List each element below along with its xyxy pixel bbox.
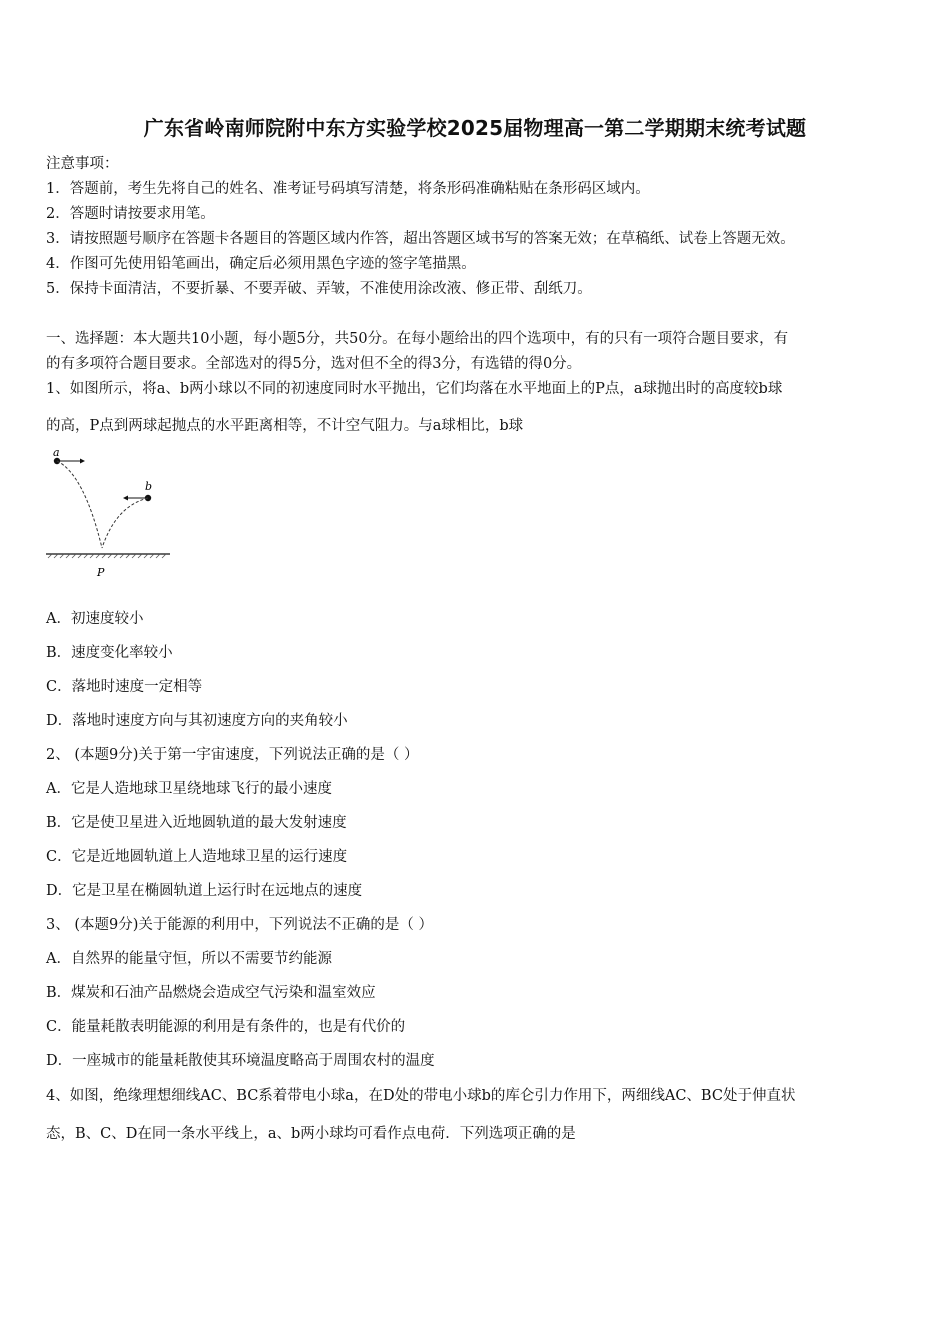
notice-heading: 注意事项：	[46, 156, 119, 172]
q1-option-b: B．速度变化率较小	[46, 645, 173, 661]
q2-option-d: D．它是卫星在椭圆轨道上运行时在远地点的速度	[46, 883, 363, 899]
q3-option-c: C．能量耗散表明能源的利用是有条件的，也是有代价的	[46, 1019, 406, 1035]
q1-stem-line2: 的高，P点到两球起抛点的水平距离相等，不计空气阻力。与a球相比，b球	[46, 418, 524, 434]
q2-option-b: B．它是使卫星进入近地圆轨道的最大发射速度	[46, 815, 347, 831]
q3-option-b: B．煤炭和石油产品燃烧会造成空气污染和温室效应	[46, 985, 376, 1001]
q1-option-c: C．落地时速度一定相等	[46, 679, 203, 695]
label-a: a	[53, 446, 60, 459]
projectile-diagram	[44, 444, 176, 584]
notice-item: 2．答题时请按要求用笔。	[46, 206, 215, 222]
q3-option-a: A．自然界的能量守恒，所以不需要节约能源	[46, 951, 332, 967]
trajectory-a	[57, 461, 102, 548]
q3-option-d: D．一座城市的能量耗散使其环境温度略高于周围农村的温度	[46, 1053, 435, 1069]
q3-stem: 3、 (本题9分)关于能源的利用中，下列说法不正确的是（ ）	[46, 917, 433, 933]
q1-stem-line1: 1、如图所示，将a、b两小球以不同的初速度同时水平抛出，它们均落在水平地面上的P点，a球抛出时的高度较b球	[46, 381, 783, 397]
arrow-head-a	[80, 459, 85, 464]
arrow-head-b	[123, 496, 128, 501]
notice-item: 4．作图可先使用铅笔画出，确定后必须用黑色字迹的签字笔描黑。	[46, 256, 476, 272]
q4-stem-line1: 4、如图，绝缘理想细线AC、BC系着带电小球a，在D处的带电小球b的库仑引力作用下，两细线AC、BC处于伸直状	[46, 1088, 796, 1104]
label-b: b	[145, 480, 153, 493]
q2-option-a: A．它是人造地球卫星绕地球飞行的最小速度	[46, 781, 332, 797]
trajectory-b	[102, 498, 148, 548]
q1-option-d: D．落地时速度方向与其初速度方向的夹角较小	[46, 713, 348, 729]
q2-stem: 2、 (本题9分)关于第一宇宙速度，下列说法正确的是（ ）	[46, 747, 419, 763]
q1-option-a: A．初速度较小	[46, 611, 144, 627]
projectile-figure	[44, 444, 176, 584]
notice-item: 1．答题前，考生先将自己的姓名、准考证号码填写清楚，将条形码准确粘贴在条形码区域内。	[46, 181, 650, 197]
notice-item: 3．请按照题号顺序在答题卡各题目的答题区域内作答，超出答题区域书写的答案无效；在草稿纸、试卷上答题无效。	[46, 231, 795, 247]
notice-item: 5．保持卡面清洁，不要折暴、不要弄破、弄皱，不准使用涂改液、修正带、刮纸刀。	[46, 281, 592, 297]
section-intro-line1: 一、选择题：本大题共10小题，每小题5分，共50分。在每小题给出的四个选项中，有的只有一项符合题目要求，有	[46, 331, 789, 347]
q2-option-c: C．它是近地圆轨道上人造地球卫星的运行速度	[46, 849, 348, 865]
label-p: P	[97, 566, 105, 579]
q4-stem-line2: 态，B、C、D在同一条水平线上，a、b两小球均可看作点电荷．下列选项正确的是	[46, 1126, 576, 1142]
section-intro-line2: 的有多项符合题目要求。全部选对的得5分，选对但不全的得3分，有选错的得0分。	[46, 356, 582, 372]
page-title: 广东省岭南师院附中东方实验学校2025届物理高一第二学期期末统考试题	[143, 116, 807, 140]
